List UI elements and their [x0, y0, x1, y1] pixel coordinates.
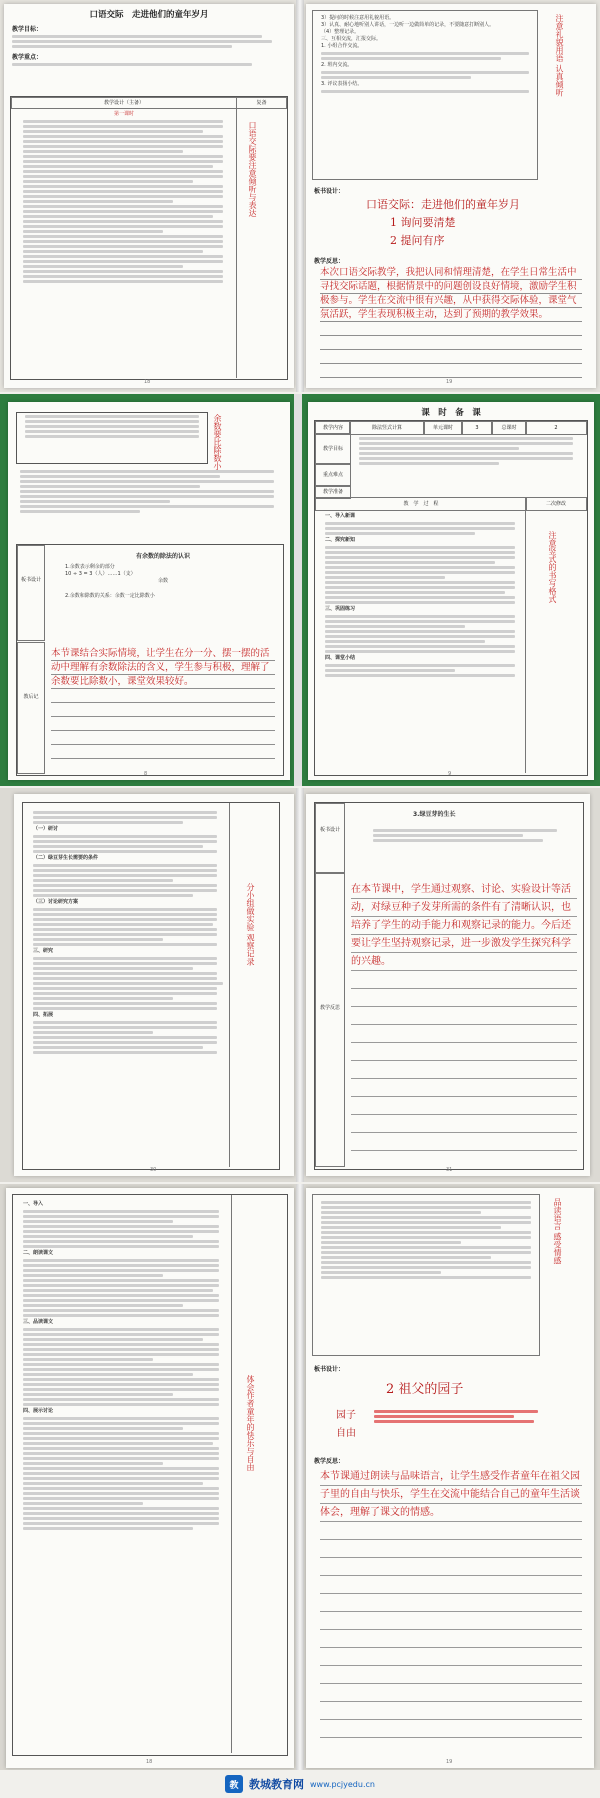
header-cell: 教学内容 — [315, 421, 351, 435]
spread3-right-page — [306, 794, 590, 1176]
step-heading: （三）讨论研究方案 — [33, 899, 79, 905]
board-line: 余数 — [157, 578, 168, 584]
process-header: 教 学 过 程 — [315, 497, 527, 511]
table-header: 复备 — [236, 97, 287, 109]
handwritten-reflection: 本节课结合实际情境，让学生在分一分、摆一摆的活动中理解有余数除法的含义，学生参与积极，理解了余数要比除数小，课堂效果较好。 — [51, 647, 275, 771]
page-title: 课 时 备 课 — [421, 408, 481, 418]
board-item: 自由 — [336, 1428, 356, 1439]
page-number: 30 — [150, 1167, 157, 1173]
step-heading: 一、导入新课 — [325, 513, 356, 519]
spread4-left-page — [6, 1188, 294, 1768]
steps-table — [12, 1194, 288, 1756]
spread-3 — [0, 788, 600, 1182]
spread1-left-page — [4, 4, 294, 388]
steps-table — [312, 1194, 540, 1356]
board-label: 板书设计： — [314, 188, 345, 195]
board-and-reflection-table — [314, 802, 584, 1170]
handwritten-margin-notes: 余数要比除数小 — [213, 414, 222, 470]
spread2-right-page — [308, 402, 594, 780]
spread-1 — [0, 0, 600, 392]
page-number: 9 — [448, 771, 452, 777]
process-header: 二次修改 — [525, 497, 587, 511]
page-number: 8 — [144, 771, 148, 777]
page-number: 18 — [144, 379, 151, 385]
page-number: 18 — [146, 1759, 153, 1765]
row-label: 重点难点 — [315, 463, 351, 487]
step-heading: 一、导入 — [23, 1201, 44, 1207]
step-line: 三、互相交流，汇报交际。 — [321, 36, 382, 42]
step-line: 3）认真、耐心地听别人讲话，一边听一边做简单的记录，不要随意打断别人。 — [321, 22, 495, 28]
handwritten-margin-notes: 品读语言 感受情感 — [553, 1198, 562, 1265]
period-label: 第一课时 — [113, 111, 134, 117]
board-item: 园子 — [336, 1410, 356, 1421]
reflection-label: 教学反思： — [314, 1458, 345, 1465]
steps-table — [22, 802, 280, 1170]
step-heading: 三、品读课文 — [23, 1319, 54, 1325]
site-logo-icon: 教 — [225, 1775, 243, 1793]
step-heading: 四、展示讨论 — [23, 1408, 54, 1414]
step-line: （4）整理记录。 — [321, 29, 360, 35]
board-title: 2 祖父的园子 — [386, 1382, 464, 1397]
spread4-right-page — [306, 1188, 594, 1768]
site-name: 教城教育网 — [249, 1778, 305, 1791]
header-cell: 单元课时 — [423, 421, 463, 435]
step-heading: 三、巩固练习 — [325, 606, 356, 612]
row-label: 板书设计 — [17, 545, 45, 641]
header-cell: 3 — [461, 421, 493, 435]
header-cell: 除法竖式计算 — [349, 421, 425, 435]
reflection-label: 教学反思： — [314, 258, 345, 265]
step-heading: 四、拓展 — [33, 1012, 54, 1018]
board-point: 2 提问有序 — [390, 234, 445, 247]
page-number: 19 — [446, 379, 453, 385]
row-label: 教学反思 — [315, 873, 345, 1167]
site-url[interactable]: www.pcjyedu.cn — [310, 1779, 375, 1789]
data-table — [16, 412, 208, 464]
step-heading: 二、朗读课文 — [23, 1250, 54, 1256]
lesson-table — [10, 96, 288, 380]
board-line: 1.余数表示剩余的部分 — [65, 564, 115, 570]
step-heading: 二、探究新知 — [325, 537, 356, 543]
board-title: 口语交际：走进他们的童年岁月 — [366, 198, 520, 211]
step-line: 1. 小组合作交流。 — [321, 43, 363, 49]
header-cell: 2 — [525, 421, 587, 435]
handwritten-margin-notes: 注意礼貌用语 认真倾听 — [555, 14, 564, 97]
page-number: 19 — [446, 1759, 453, 1765]
step-heading: 三、研究 — [33, 948, 54, 954]
step-line: 3. 评议表扬小结。 — [321, 81, 363, 87]
row-label: 教后记 — [17, 642, 45, 774]
lesson-plan-table — [314, 420, 588, 776]
page-number: 31 — [446, 1167, 453, 1173]
spread2-left-page — [8, 402, 290, 780]
page-title: 口语交际 走进他们的童年岁月 — [89, 10, 209, 20]
step-line: 2. 班内交流。 — [321, 62, 353, 68]
board-line: 2.余数和除数的关系：余数一定比除数小 — [65, 593, 155, 599]
handwritten-reflection: 本次口语交际教学，我把认同和情理清楚，在学生日常生活中寻找交际话题，根据情景中的问题创设良好情境，激励学生积极参与。学生在交流中很有兴趣，从中获得交际体验，课堂气氛活跃，学生表现积极主动，达到了预期的教学效果。 — [320, 266, 582, 378]
spread-2 — [0, 394, 600, 786]
board-and-notes-table — [16, 544, 284, 776]
section-heading: 教学重点： — [12, 54, 43, 61]
board-point: 1 询问要清楚 — [390, 216, 456, 229]
handwritten-margin-notes: 体会作者童年的快乐与自由 — [246, 1375, 255, 1471]
step-heading: 四、课堂小结 — [325, 655, 356, 661]
watermark-footer — [0, 1770, 600, 1798]
table-header: 教学设计（主备） — [11, 97, 237, 109]
step-line: 3）提问的时候注意用礼貌用语。 — [321, 15, 395, 21]
handwritten-reflection: 本节课通过朗读与品味语言，让学生感受作者童年在祖父园子里的自由与快乐，学生在交流中能结合自己的童年生活谈体会，理解了课文的情感。 — [320, 1468, 582, 1748]
header-cell: 总课时 — [491, 421, 527, 435]
spread1-right-page — [306, 4, 596, 388]
handwritten-reflection: 在本节课中，学生通过观察、讨论、实验设计等活动，对绿豆种子发芽所需的条件有了清晰认识，也培养了学生的动手能力和观察记录的能力。今后还要让学生坚持观察记录，进一步激发学生探究科学的兴趣。 — [351, 881, 577, 1161]
steps-table — [312, 10, 538, 180]
spread3-left-page — [14, 794, 294, 1176]
board-line: 10 ÷ 3 = 3（人）……1（支） — [65, 571, 136, 577]
step-heading: （一）研讨 — [33, 826, 59, 832]
board-title: 有余数的除法的认识 — [135, 553, 190, 560]
row-label: 板书设计 — [315, 803, 345, 873]
spread-4 — [0, 1184, 600, 1798]
section-heading: 教学目标： — [12, 26, 43, 33]
handwritten-margin-notes: 口语交际要注意倾听与表达 — [248, 121, 257, 217]
handwritten-margin-notes: 注意竖式的书写格式 — [548, 531, 557, 603]
board-label: 板书设计： — [314, 1366, 345, 1373]
handwritten-margin-notes: 分小组做实验 观察记录 — [246, 883, 255, 966]
step-heading: （二）绿豆芽生长需要的条件 — [33, 855, 99, 861]
board-title: 3.绿豆芽的生长 — [413, 811, 456, 818]
row-label: 教学准备 — [315, 485, 351, 499]
row-label: 教学目标 — [315, 433, 351, 465]
